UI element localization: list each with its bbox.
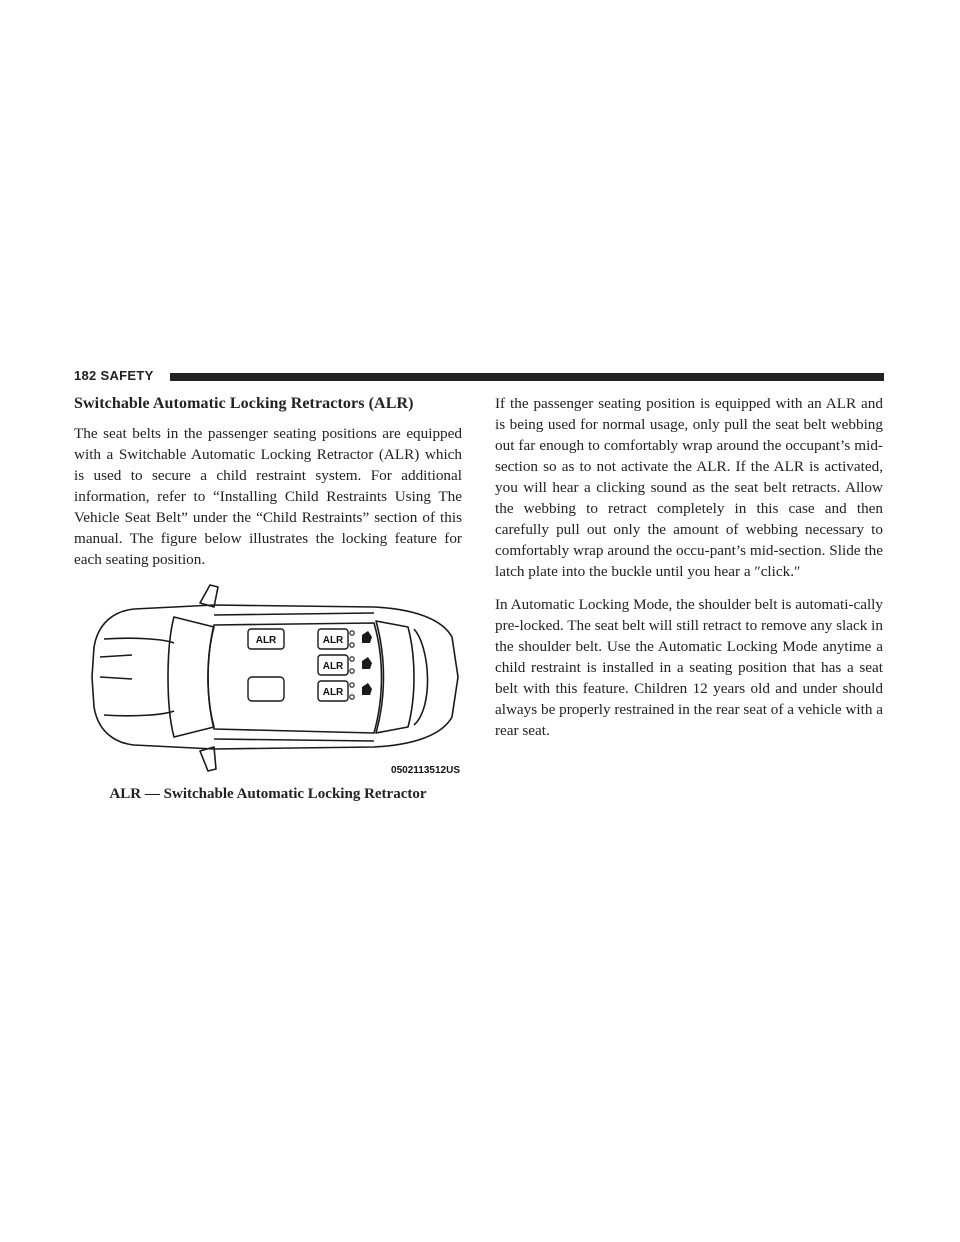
left-column <box>74 393 462 582</box>
alr-label-rear-right: ALR <box>322 687 344 698</box>
driver-seat <box>248 677 284 701</box>
left-mirror <box>200 585 218 607</box>
section-title: Switchable Automatic Locking Retractors (ALR) <box>74 395 414 412</box>
intro-paragraph: The seat belts in the passenger seating positions are equipped with a Switchable Automatic Locking Retractor (ALR) which is used to secure a child restraint system. For additional information, refer to “Installing Child Restraints Using The Vehicle Seat Belt” under the “Child Restraints” section of this manual. The figure below illustrates the locking feature for each seating position. <box>74 425 462 568</box>
body-paragraph-2: In Automatic Locking Mode, the shoulder belt is automati-cally pre-locked. The seat belt will still retract to remove any slack in the shoulder belt. Use the Automatic Locking Mode anytime a child restraint is installed in a seating position that has a seat belt with this feature. Children 12 years old and under should always be properly restrained in the rear seat of a vehicle with a rear seat. <box>495 596 883 739</box>
right-mirror <box>200 747 216 771</box>
page-header <box>74 370 884 384</box>
child-seat-icon <box>362 657 372 669</box>
figure-caption: ALR — Switchable Automatic Locking Retractor <box>109 786 427 802</box>
alr-figure <box>74 577 462 777</box>
child-seat-icon <box>362 683 372 695</box>
windshield <box>168 617 214 737</box>
alr-label-rear-left: ALR <box>322 635 344 646</box>
roof-outline <box>208 623 382 733</box>
alr-label-front: ALR <box>255 635 277 646</box>
alr-label-rear-center: ALR <box>322 661 344 672</box>
right-column <box>495 393 883 753</box>
body-paragraph-1: If the passenger seating position is equipped with an ALR and is being used for normal usage, only pull the seat belt webbing out far enough to comfortably wrap around the occupant’s mid-section so as to not activate the ALR. If the ALR is activated, you will hear a clicking sound as the seat belt retracts. Allow the webbing to retract completely in this case and then carefully pull out only the amount of webbing necessary to comfortably wrap around the occu-pant’s mid-section. Slide the latch plate into the buckle until you hear a ″click.″ <box>495 395 883 580</box>
child-seat-icons <box>362 631 372 695</box>
car-top-view-illustration <box>74 577 462 777</box>
figure-id: 0502113512US <box>391 765 460 776</box>
header-rule <box>170 373 884 381</box>
child-seat-icon <box>362 631 372 643</box>
page-number-section: 182 SAFETY <box>74 368 154 383</box>
